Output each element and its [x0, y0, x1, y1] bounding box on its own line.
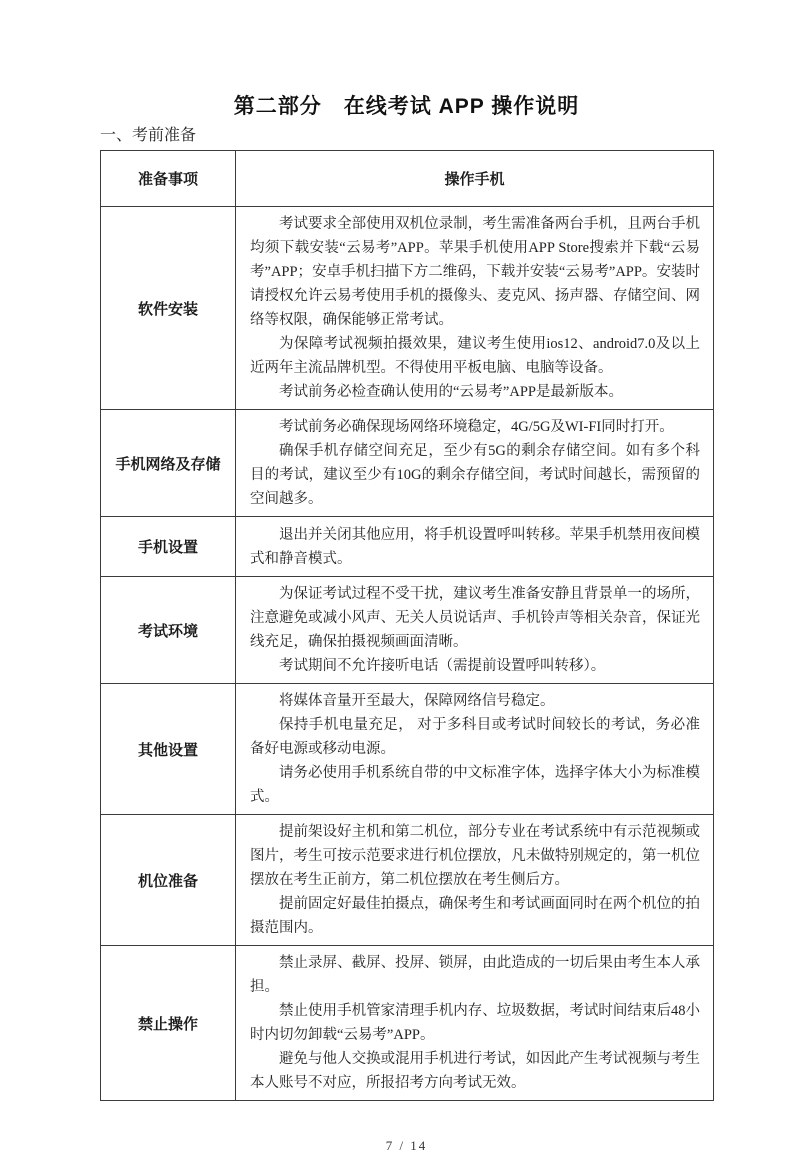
row-label: 其他设置	[101, 684, 236, 815]
document-title: 第二部分 在线考试 APP 操作说明	[233, 95, 580, 118]
table-row-camera-position	[101, 815, 714, 946]
table-row-exam-environment	[101, 577, 714, 684]
row-label: 手机设置	[101, 517, 236, 577]
paragraph: 禁止使用手机管家清理手机内存、垃圾数据，考试时间结束后48小时内切勿卸载“云易考”APP。	[250, 1003, 700, 1043]
paragraph: 考试要求全部使用双机位录制，考生需准备两台手机，且两台手机均须下载安装“云易考”APP。苹果手机使用APP Store搜索并下载“云易考”APP；安卓手机扫描下方二维码，下载并安装“云易考”APP。安装时请授权允许云易考使用手机的摄像头、麦克风、扬声器、存储空间、网络等权限，确保能够正常考试。	[250, 216, 700, 328]
row-label: 机位准备	[101, 815, 236, 946]
row-content	[236, 517, 714, 577]
paragraph: 考试前务必检查确认使用的“云易考”APP是最新版本。	[279, 384, 623, 400]
paragraph: 考试前务必确保现场网络环境稳定，4G/5G及WI-FI同时打开。	[279, 419, 674, 435]
table-header-row	[101, 151, 714, 207]
row-label: 考试环境	[101, 577, 236, 684]
table-row-network-storage	[101, 410, 714, 517]
table-row-other-settings	[101, 684, 714, 815]
table-header-operate-phone: 操作手机	[236, 151, 714, 207]
table-row-phone-settings	[101, 517, 714, 577]
page-number: 7 / 14	[385, 1138, 428, 1153]
row-content	[236, 815, 714, 946]
row-label: 软件安装	[101, 207, 236, 410]
paragraph: 避免与他人交换或混用手机进行考试，如因此产生考试视频与考生本人账号不对应，所报招考方向考试无效。	[250, 1051, 700, 1091]
row-content	[236, 946, 714, 1101]
row-label: 手机网络及存储	[101, 410, 236, 517]
row-content	[236, 577, 714, 684]
row-content	[236, 410, 714, 517]
paragraph: 考试期间不允许接听电话（需提前设置呼叫转移）。	[279, 658, 606, 674]
paragraph: 请务必使用手机系统自带的中文标准字体，选择字体大小为标准模式。	[250, 765, 700, 805]
table-row-forbidden-operations	[101, 946, 714, 1101]
row-content	[236, 207, 714, 410]
preparation-table	[100, 150, 714, 1101]
paragraph: 确保手机存储空间充足，至少有5G的剩余存储空间。如有多个科目的考试，建议至少有10G的剩余存储空间，考试时间越长，需预留的空间越多。	[250, 443, 700, 507]
paragraph: 提前固定好最佳拍摄点，确保考生和考试画面同时在两个机位的拍摄范围内。	[250, 896, 700, 936]
paragraph: 退出并关闭其他应用，将手机设置呼叫转移。苹果手机禁用夜间模式和静音模式。	[250, 526, 700, 567]
row-label: 禁止操作	[101, 946, 236, 1101]
paragraph: 提前架设好主机和第二机位，部分专业在考试系统中有示范视频或图片，考生可按示范要求进行机位摆放，凡未做特别规定的，第一机位摆放在考生正前方，第二机位摆放在考生侧后方。	[250, 824, 700, 888]
paragraph: 禁止录屏、截屏、投屏、锁屏，由此造成的一切后果由考生本人承担。	[250, 955, 700, 995]
paragraph: 为保证考试过程不受干扰，建议考生准备安静且背景单一的场所，注意避免或减小风声、无关人员说话声、手机铃声等相关杂音，保证光线充足，确保拍摄视频画面清晰。	[250, 586, 700, 650]
paragraph: 为保障考试视频拍摄效果，建议考生使用ios12、android7.0及以上近两年主流品牌机型。不得使用平板电脑、电脑等设备。	[250, 336, 700, 376]
paragraph: 保持手机电量充足， 对于多科目或考试时间较长的考试，务必准备好电源或移动电源。	[250, 717, 700, 757]
table-row-software-install	[101, 207, 714, 410]
row-content	[236, 684, 714, 815]
section-heading: 一、考前准备	[100, 127, 197, 144]
paragraph: 将媒体音量开至最大，保障网络信号稳定。	[279, 693, 555, 709]
table-header-preparation-item: 准备事项	[101, 151, 236, 207]
